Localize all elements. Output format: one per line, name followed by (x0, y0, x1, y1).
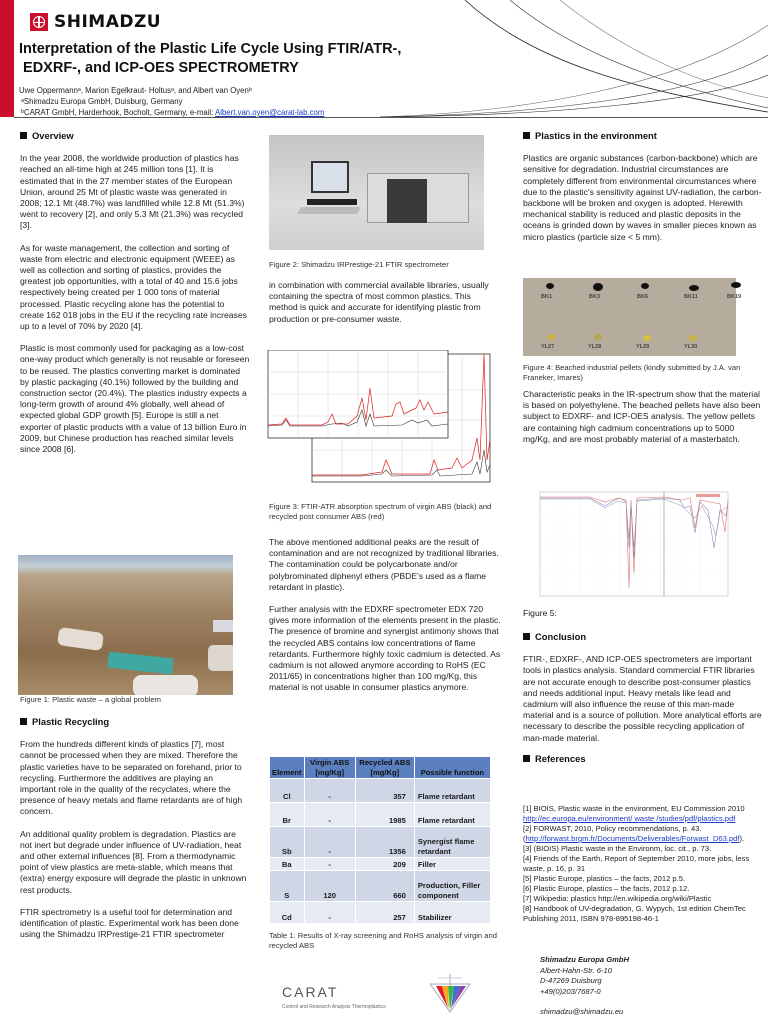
cell-element: Br (270, 803, 305, 827)
reference-link[interactable]: http://forwast.brgm.fr/Documents/Deliverables/Forwast_D63.pdf (525, 834, 740, 843)
cell-virgin: - (304, 803, 355, 827)
header-divider (14, 117, 768, 118)
shimadzu-logo (30, 12, 161, 32)
environment-paragraph: Plastics are organic substances (carbon-backbone) which are sensitive for degradation. Industrial circumstances are completely different from environmental circumstances where due to the plastic's sensitivity against UV-radiation, the carbon-backbone will be broken and oxygen is adopted. Herewith mechanical stability is reduced and plastic deposits in the oceans is grinded down by waves in smaller pieces known as micro plastics (particle size < 5 mm). (523, 153, 762, 242)
cell-function: Stabilizer (414, 902, 490, 924)
heading-text: Conclusion (535, 631, 587, 642)
column-header: Recycled ABS [mg/Kg] (355, 757, 414, 779)
table-1-caption: Table 1: Results of X-ray screening and RoHS analysis of virgin and recycled ABS (269, 931, 497, 950)
recycling-section (20, 716, 250, 951)
overview-paragraph: In the year 2008, the worldwide production of plastics has reached an all-time high at 245 million tons [1]. It is estimated that in the 27 member states of the European Union, around 25 Mt of plastic waste was generated in 2008; 12.1 Mt (48.7%) was landfilled while 12.8 Mt (51.3%) went to recovery [2], and only 5.3 Mt (21.3%) was recycled [3]. (20, 153, 245, 231)
pellet-label: BK19 (727, 294, 742, 300)
environment-text-2 (523, 389, 763, 456)
affiliation-a: ᵃShimadzu Europa GmbH, Duisburg, Germany (21, 97, 183, 106)
heading-text: Plastics in the environment (535, 130, 657, 141)
cell-function: Synergist flame retardant (414, 827, 490, 858)
pellet-label: YL29 (636, 344, 650, 350)
cell-function: Flame retardant (414, 803, 490, 827)
carat-wordmark: CARAT (282, 984, 339, 1000)
reference-text: ). (739, 834, 745, 843)
author-block (19, 85, 324, 118)
overview-section (20, 130, 250, 466)
cell-function: Production, Filler component (414, 871, 490, 902)
middle-text-1 (269, 280, 501, 336)
environment-heading (523, 130, 763, 141)
table-row (270, 779, 491, 803)
table-header-row (270, 757, 491, 779)
reference-item: [8] Handbook of UV-degradation, G. Wypych, 1st edition ChemTec Publishing 2011, ISBN 978-895198-46-1 (523, 904, 746, 923)
contact-block (540, 955, 629, 1018)
table-row (270, 827, 491, 858)
figure-1-caption: Figure 1: Plastic waste – a global problem (20, 695, 161, 704)
email-link[interactable]: Albert.van.oyen@carat-lab.com (215, 108, 325, 117)
recycling-paragraph: FTIR spectrometry is a useful tool for determination and identification of plastic. Experimental work has been done using the Shimadzu IRPrestige-21 FTIR spectrometer (20, 906, 239, 940)
references-heading (523, 753, 763, 764)
recycling-heading (20, 716, 250, 727)
heading-text: Overview (32, 130, 74, 141)
reference-item: [4] Friends of the Earth, Report of September 2010, more jobs, less waste, p. 16, p. 31 (523, 854, 750, 873)
pellet-label: YL27 (541, 344, 555, 350)
recycling-paragraph: From the hundreds different kinds of plastics [7], most cannot be processed when they are mixed. Therefore the plastic varieties have to be separated on forehand, prior to recycling. Furthermore the additives are playing an important role in the quality of the recyclates, where the presence of heavy metals and flame retardants are of high concern. (20, 739, 243, 817)
square-bullet-icon (20, 718, 27, 725)
recycling-paragraph: An additional quality problem is degradation. Plastics are not inert but degrade under influence of UV-radiation, heat and other external influences [8]. From a thermodynamic point of view plastics are meta-stable, which means that (extra) energy exposure will degrade the plastic in unknown rest products. (20, 828, 247, 895)
column-header: Possible function (414, 757, 490, 779)
contact-company: Shimadzu Europa GmbH (540, 955, 630, 964)
cell-element: S (270, 871, 305, 902)
conclusion-paragraph: FTIR-, EDXRF-, AND ICP-OES spectrometers are important tools in plastics analysis. Standard commercial FTIR libraries are not accurate enough to describe post-consumer plastics and needs additional input. Heavy metals like lead and cadmium will also influence the reuse of this man-made material and is a source of pollution. More analytical efforts are necessary to describe the possible recycling application of man-made material. (523, 654, 762, 743)
figure-3-caption: Figure 3: FTIR-ATR absorption spectrum of virgin ABS (black) and recycled post consumer ABS (red) (269, 502, 492, 521)
middle-paragraph: in combination with commercial available libraries, usually containing the spectra of most common plastics. This method is quick and accurate for identifying plastic from production or pre-consumer waste. (269, 280, 489, 324)
contact-city: D-47269 Duisburg (540, 976, 602, 985)
cell-virgin: 120 (304, 871, 355, 902)
column-header: Element (270, 757, 305, 779)
table-row (270, 871, 491, 902)
middle-paragraph: Further analysis with the EDXRF spectrometer EDX 720 gives more information of the elements present in the plastic. The presence of bromine and synergist antimony shows that the recycled ABS contains low concentrations of flame retardants. Furthermore highly toxic cadmium is detected. As cadmium is not allowed anymore according to RoHS (EC 2011/65) in concentrations higher than 100 mg/Kg, this material is not usable in consumer plastics anymore. (269, 604, 501, 693)
cell-virgin: - (304, 827, 355, 858)
pellet-label: BK1 (541, 294, 553, 300)
figure-2-caption: Figure 2: Shimadzu IRPrestige-21 FTIR spectrometer (269, 260, 449, 269)
reference-text: [2] FORWAST, 2010, Policy recommendations, p. 43. ( (523, 824, 702, 843)
heading-text: References (535, 752, 586, 764)
poster-title (19, 40, 401, 78)
cell-recycled: 1985 (355, 803, 414, 827)
table-row (270, 803, 491, 827)
cell-recycled: 357 (355, 779, 414, 803)
environment-paragraph: Characteristic peaks in the IR-spectrum show that the material is based on polyethylene. The beached pellets have also been subject to EDXRF- and ICP-OES analysis. The yellow pellets are containing high cadmium concentrations up to 5000 mg/Kg, and are most probably material of a masterbatch. (523, 389, 761, 444)
pellet-label: BK11 (684, 294, 698, 300)
cell-virgin: - (304, 779, 355, 803)
cell-function: Filler (414, 858, 490, 871)
cell-recycled: 660 (355, 871, 414, 902)
affiliation-b-text: ᵇCARAT GmbH, Harderhook, Bocholt, Germany, e-mail: (21, 108, 216, 117)
square-bullet-icon (523, 755, 530, 762)
contact-email[interactable]: shimadzu@shimadzu.eu (540, 1007, 624, 1016)
cell-element: Cd (270, 902, 305, 924)
square-bullet-icon (523, 633, 530, 640)
reference-item: [7] Wikipedia: plastics http://en.wikipedia.org/wiki/Plastic (523, 894, 712, 903)
decorative-curves (380, 0, 768, 118)
title-line-2: EDXRF-, and ICP-OES SPECTROMETRY (19, 60, 299, 76)
pellet-label: YL28 (588, 344, 602, 350)
cell-element: Sb (270, 827, 305, 858)
reference-item: [5] Plastic Europe, plastics – the facts, 2012 p.5. (523, 874, 686, 883)
overview-heading (20, 130, 250, 141)
middle-text-2 (269, 537, 501, 705)
cell-virgin: - (304, 902, 355, 924)
table-row (270, 858, 491, 871)
reference-item (523, 824, 768, 844)
cell-function: Flame retardant (414, 779, 490, 803)
cell-recycled: 1356 (355, 827, 414, 858)
reference-item: [6] Plastic Europe, plastics – the facts, 2012 p.12. (523, 884, 690, 893)
overview-paragraph: Plastic is most commonly used for packaging as a low-cost one-way product which generally is not reusable or foreseen to be reused. The plastics converting market is dominated by plastic packaging (40.1%) followed by the building and construction sector (20.4%). The plastics industry expects a long-term growth of around 4% globally, well ahead of expected global GDP growth [5]. Europe is still a net exporter of plastic products with a value of 13 billion Euro in 2009, but Chinese production has reached similar levels since 2008 [6]. (20, 343, 250, 455)
references-list (523, 804, 768, 924)
pellet-label: BK3 (589, 294, 601, 300)
shimadzu-mark-icon (30, 13, 48, 31)
authors: Uwe Oppermannᵃ, Marion Egelkraut- Holtusᵃ, and Albert van Oyenᵇ (19, 86, 252, 95)
conclusion-heading (523, 631, 763, 642)
figure-4-pellets-photo (523, 278, 742, 356)
cell-recycled: 257 (355, 902, 414, 924)
square-bullet-icon (523, 132, 530, 139)
reference-text: [1] BIOIS, Plastic waste in the environment, EU Commission 2010 (523, 804, 745, 813)
carat-logo (280, 972, 480, 1022)
conclusion-section (523, 631, 763, 776)
cell-element: Ba (270, 858, 305, 871)
overview-paragraph: As for waste management, the collection and sorting of waste from electric and electronic equipment (WEEE) as well as collection and sorting of plastics, provides the greatest job opportunities, with a total of 40 and 15.6 jobs respectively being created per 1 000 tons of material processed. Plastic recycling alone has the potential to create 162 018 jobs in the EU if the recycling rate increases up to a level of 70% by 2020 [4]. (20, 242, 247, 332)
table-row (270, 902, 491, 924)
pellet-label: BK6 (637, 294, 649, 300)
pellet-label: YL30 (684, 344, 698, 350)
figure-4-caption: Figure 4: Beached industrial pellets (kindly submitted by J.A. van Franeker, Imares) (523, 363, 741, 382)
contact-street: Albert-Hahn-Str. 6-10 (540, 965, 612, 975)
heading-text: Plastic Recycling (32, 716, 110, 727)
xrf-results-table (269, 756, 491, 924)
environment-section (523, 130, 763, 254)
diamond-icon (428, 974, 472, 1014)
carat-tagline: Control and Research Analysis Thermoplastics (282, 1004, 386, 1010)
contact-phone: +49(0)203/7687-0 (540, 986, 601, 996)
brand-red-bar (0, 0, 14, 117)
reference-link[interactable]: http://ec.europa.eu/environment/ waste /studies/pdf/plastics.pdf (523, 814, 736, 823)
figure-5-caption: Figure 5: (523, 608, 557, 618)
cell-element: Cl (270, 779, 305, 803)
cell-recycled: 209 (355, 858, 414, 871)
middle-paragraph: The above mentioned additional peaks are the result of contamination and are not recognized by traditional libraries. The contamination could be polycarbonate and/or polybrominated diphenyl ethers (PBDE's used as a flame retardant in plastic). (269, 537, 499, 592)
reference-item (523, 804, 768, 824)
title-line-1: Interpretation of the Plastic Life Cycle Using FTIR/ATR-, (19, 41, 402, 57)
square-bullet-icon (20, 132, 27, 139)
figure-1-beach-photo (18, 555, 233, 695)
brand-name: SHIMADZU (54, 12, 162, 32)
cell-virgin: - (304, 858, 355, 871)
figure-3-spectrum (262, 350, 494, 495)
figure-5-spectrum (530, 488, 730, 606)
figure-2-ftir-photo (269, 135, 484, 250)
column-header: Virgin ABS [mg/Kg] (304, 757, 355, 779)
reference-item: [3] (BIOIS) Plastic waste in the Environm, loc. cit., p. 73. (523, 844, 712, 853)
